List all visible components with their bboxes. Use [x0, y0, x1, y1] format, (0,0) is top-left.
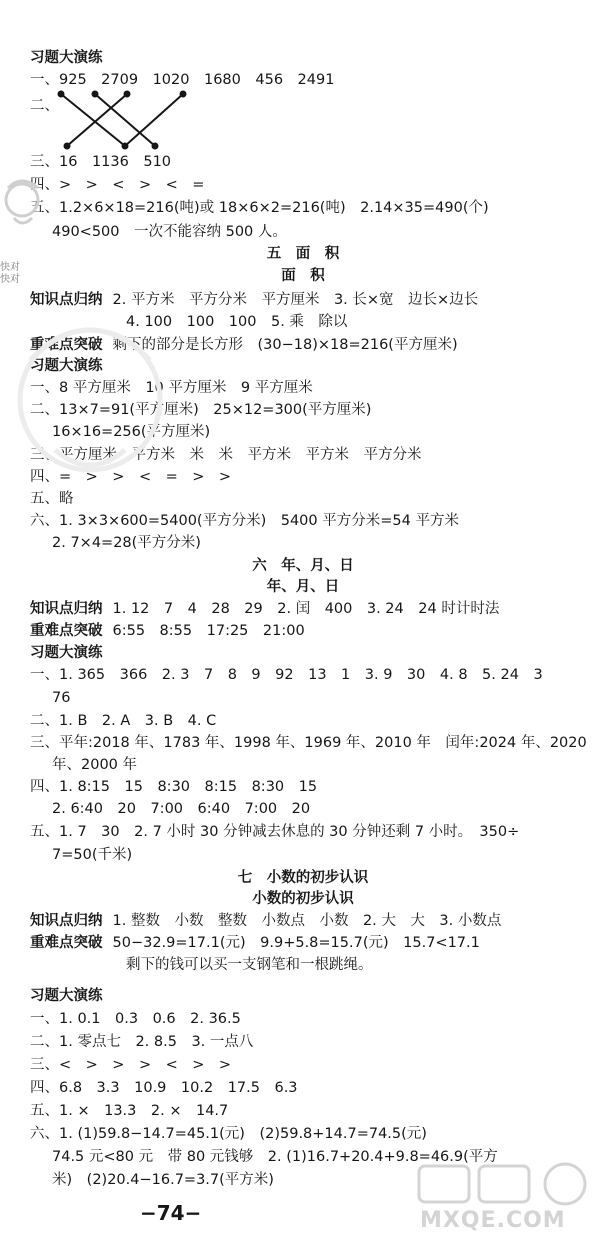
answer-line: 五、1. 7 30 2. 7 小时 30 分钟减去休息的 30 分钟还剩 7 小时。 350÷ [30, 824, 520, 840]
watermark-brand: MXQE.COM [420, 1208, 566, 1233]
answer-line: 三、< > > > < > > [30, 1057, 232, 1073]
zn-label: 重难点突破 [30, 623, 103, 639]
answer-line: 三、平年:2018 年、1783 年、1998 年、1969 年、2010 年 闰年:2024 年、2020 [30, 735, 587, 751]
unit-title: 六 年、月、日 [252, 558, 354, 574]
knowledge-points-line: 4. 100 100 100 5. 乘 除以 [126, 314, 348, 330]
watermark-text: 快对 快对 [0, 262, 20, 285]
answer-line: 7=50(千米) [52, 847, 133, 863]
answer-line: 三、平方厘米 平方米 米 米 平方米 平方米 平方分米 [30, 447, 422, 463]
answer-line: 76 [52, 690, 71, 706]
practice-heading: 习题大演练 [30, 988, 103, 1004]
page-number: −74− [140, 1201, 202, 1225]
key-points-line: 重难点突破 50−32.9=17.1(元) 9.9+5.8=15.7(元) 15.7<17.1 [30, 935, 480, 951]
answer-line: 一、925 2709 1020 1680 456 2491 [30, 72, 335, 88]
answer-line: 六、1. (1)59.8−14.7=45.1(元) (2)59.8+14.7=74.5(元) [30, 1126, 427, 1142]
answer-line: 三、16 1136 510 [30, 154, 172, 170]
answer-line: 四、1. 8:15 15 8:30 8:15 8:30 15 [30, 779, 318, 795]
key-points-line: 重难点突破 剩下的部分是长方形 (30−18)×18=216(平方厘米) [30, 337, 458, 353]
unit-title: 七 小数的初步认识 [237, 870, 369, 886]
answer-logo-watermark-icon [415, 1160, 600, 1208]
knowledge-points-line: 知识点归纳 2. 平方米 平方分米 平方厘米 3. 长×宽 边长×边长 [30, 292, 479, 308]
kp-label: 知识点归纳 [30, 913, 103, 929]
zn-label: 重难点突破 [30, 337, 103, 353]
answer-line: 五、1. × 13.3 2. × 14.7 [30, 1103, 229, 1119]
practice-heading: 习题大演练 [30, 358, 103, 374]
answer-line: 年、2000 年 [52, 757, 138, 773]
answer-line: 四、= > > < = > > [30, 469, 232, 485]
answer-line: 四、6.8 3.3 10.9 10.2 17.5 6.3 [30, 1080, 298, 1096]
answer-line: 二、1. B 2. A 3. B 4. C [30, 713, 217, 729]
unit-subtitle: 小数的初步认识 [252, 891, 354, 907]
answer-line: 一、1. 365 366 2. 3 7 8 9 92 13 1 3. 9 30 4. 8 5. 24 3 [30, 667, 543, 683]
answer-line: 米) (2)20.4−16.7=3.7(平方米) [52, 1172, 274, 1188]
answer-line: 16×16=256(平方厘米) [52, 424, 211, 440]
answer-line: 2. 7×4=28(平方分米) [52, 535, 201, 551]
kp-label: 知识点归纳 [30, 601, 103, 617]
answer-line: 六、1. 3×3×600=5400(平方分米) 5400 平方分米=54 平方米 [30, 513, 459, 529]
unit-subtitle: 年、月、日 [266, 579, 340, 595]
practice-heading: 习题大演练 [30, 645, 103, 661]
answer-line: 五、略 [30, 491, 74, 507]
unit-subtitle: 面 积 [281, 268, 325, 284]
unit-title: 五 面 积 [266, 246, 340, 262]
key-points-line: 剩下的钱可以买一支钢笔和一根跳绳。 [126, 957, 373, 973]
answer-line: 四、> > < > < = [30, 177, 205, 193]
practice-heading: 习题大演练 [30, 50, 103, 66]
knowledge-points-line: 知识点归纳 1. 整数 小数 整数 小数点 小数 2. 大 大 3. 小数点 [30, 913, 502, 929]
answer-line: 一、8 平方厘米 10 平方厘米 9 平方厘米 [30, 380, 313, 396]
answer-line: 二、13×7=91(平方厘米) 25×12=300(平方厘米) [30, 402, 372, 418]
answer-line: 490<500 一次不能容纳 500 人。 [52, 224, 287, 240]
key-points-line: 重难点突破 6:55 8:55 17:25 21:00 [30, 623, 305, 639]
knowledge-points-line: 知识点归纳 1. 12 7 4 28 29 2. 闰 400 3. 24 24 时计时法 [30, 601, 500, 617]
answer-line: 一、1. 0.1 0.3 0.6 2. 36.5 [30, 1011, 241, 1027]
matching-lines-diagram [55, 86, 195, 156]
answer-line: 2. 6:40 20 7:00 6:40 7:00 20 [52, 801, 311, 817]
answer-line: 五、1.2×6×18=216(吨)或 18×6×2=216(吨) 2.14×35=490(个) [30, 200, 489, 216]
answer-line: 74.5 元<80 元 带 80 元钱够 2. (1)16.7+20.4+9.8=46.9(平方 [52, 1149, 498, 1165]
answer-line: 二、1. 零点七 2. 8.5 3. 一点八 [30, 1034, 254, 1050]
kp-label: 知识点归纳 [30, 292, 103, 308]
answer-line: 二、 [30, 98, 59, 114]
zn-label: 重难点突破 [30, 935, 103, 951]
